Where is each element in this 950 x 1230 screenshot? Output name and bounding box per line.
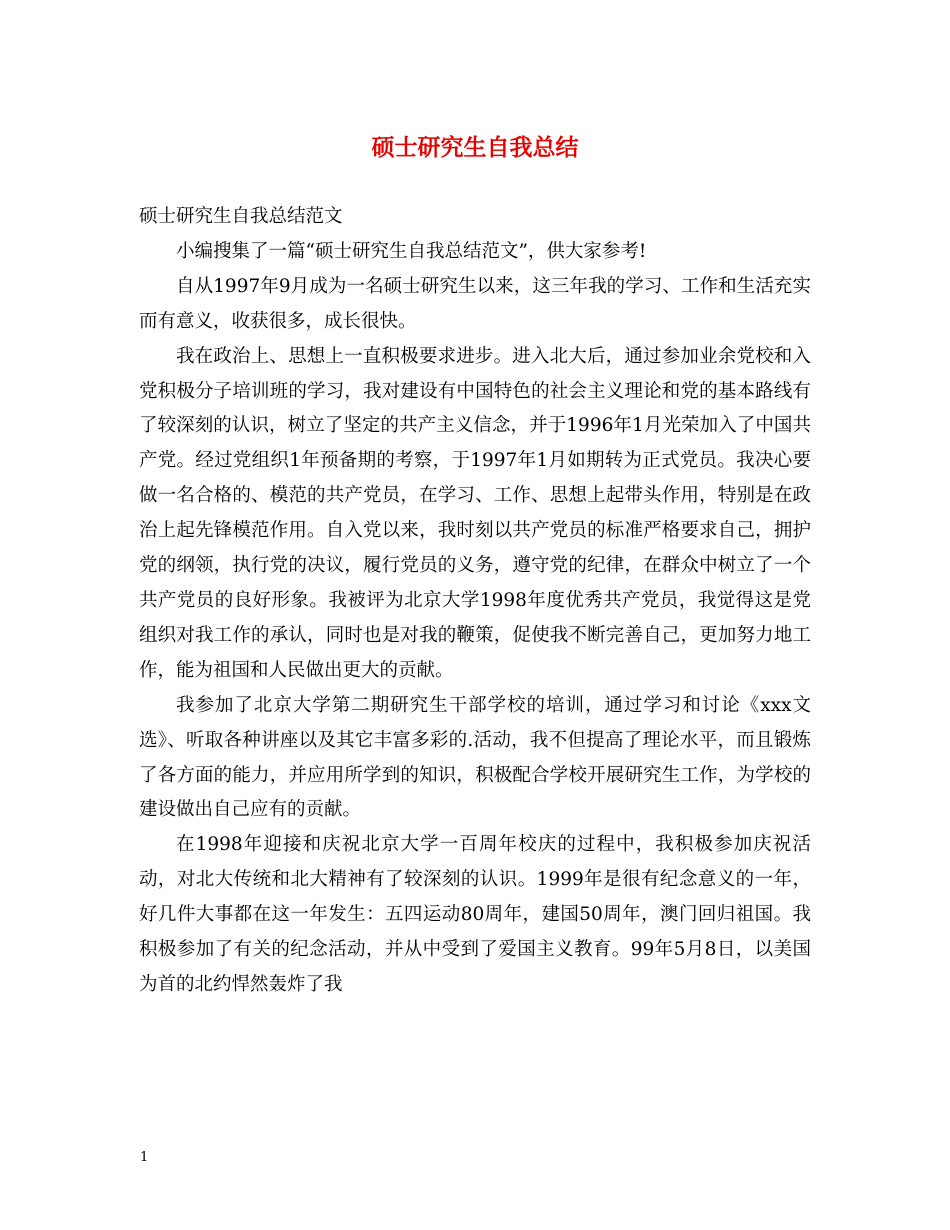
document-body	[139, 200, 811, 1003]
paragraph: 我在政治上、思想上一直积极要求进步。进入北大后，通过参加业余党校和入党积极分子培训班的学习，我对建设有中国特色的社会主义理论和党的基本路线有了较深刻的认识，树立了坚定的共产主义信念，并于1996年1月光荣加入了中国共产党。经过党组织1年预备期的考察，于1997年1月如期转为正式党员。我决心要做一名合格的、模范的共产党员，在学习、工作、思想上起带头作用，特别是在政治上起先锋模范作用。自入党以来，我时刻以共产党员的标准严格要求自己，拥护党的纲领，执行党的决议，履行党员的义务，遵守党的纪律，在群众中树立了一个共产党员的良好形象。我被评为北京大学1998年度优秀共产党员，我觉得这是党组织对我工作的承认，同时也是对我的鞭策，促使我不断完善自己，更加努力地工作，能为祖国和人民做出更大的贡献。	[139, 345, 811, 681]
document-title: 硕士研究生自我总结	[371, 134, 579, 161]
paragraph: 在1998年迎接和庆祝北京大学一百周年校庆的过程中，我积极参加庆祝活动，对北大传统和北大精神有了较深刻的认识。1999年是很有纪念意义的一年，好几件大事都在这一年发生：五四运动80周年，建国50周年，澳门回归祖国。我积极参加了有关的纪念活动，并从中受到了爱国主义教育。99年5月8日，以美国为首的北约悍然轰炸了我	[139, 834, 811, 995]
subtitle-paragraph: 硕士研究生自我总结范文	[139, 206, 343, 227]
intro-paragraph: 小编搜集了一篇“硕士研究生自我总结范文”，供大家参考!	[176, 240, 647, 262]
paragraph: 我参加了北京大学第二期研究生干部学校的培训，通过学习和讨论《xxx文选》、听取各种讲座以及其它丰富多彩的.活动，我不但提高了理论水平，而且锻炼了各方面的能力，并应用所学到的知识，积极配合学校开展研究生工作，为学校的建设做出自己应有的贡献。	[139, 694, 811, 821]
page-number: 1	[140, 1150, 149, 1165]
paragraph: 自从1997年9月成为一名硕士研究生以来，这三年我的学习、工作和生活充实而有意义，收获很多，成长很快。	[139, 275, 811, 332]
